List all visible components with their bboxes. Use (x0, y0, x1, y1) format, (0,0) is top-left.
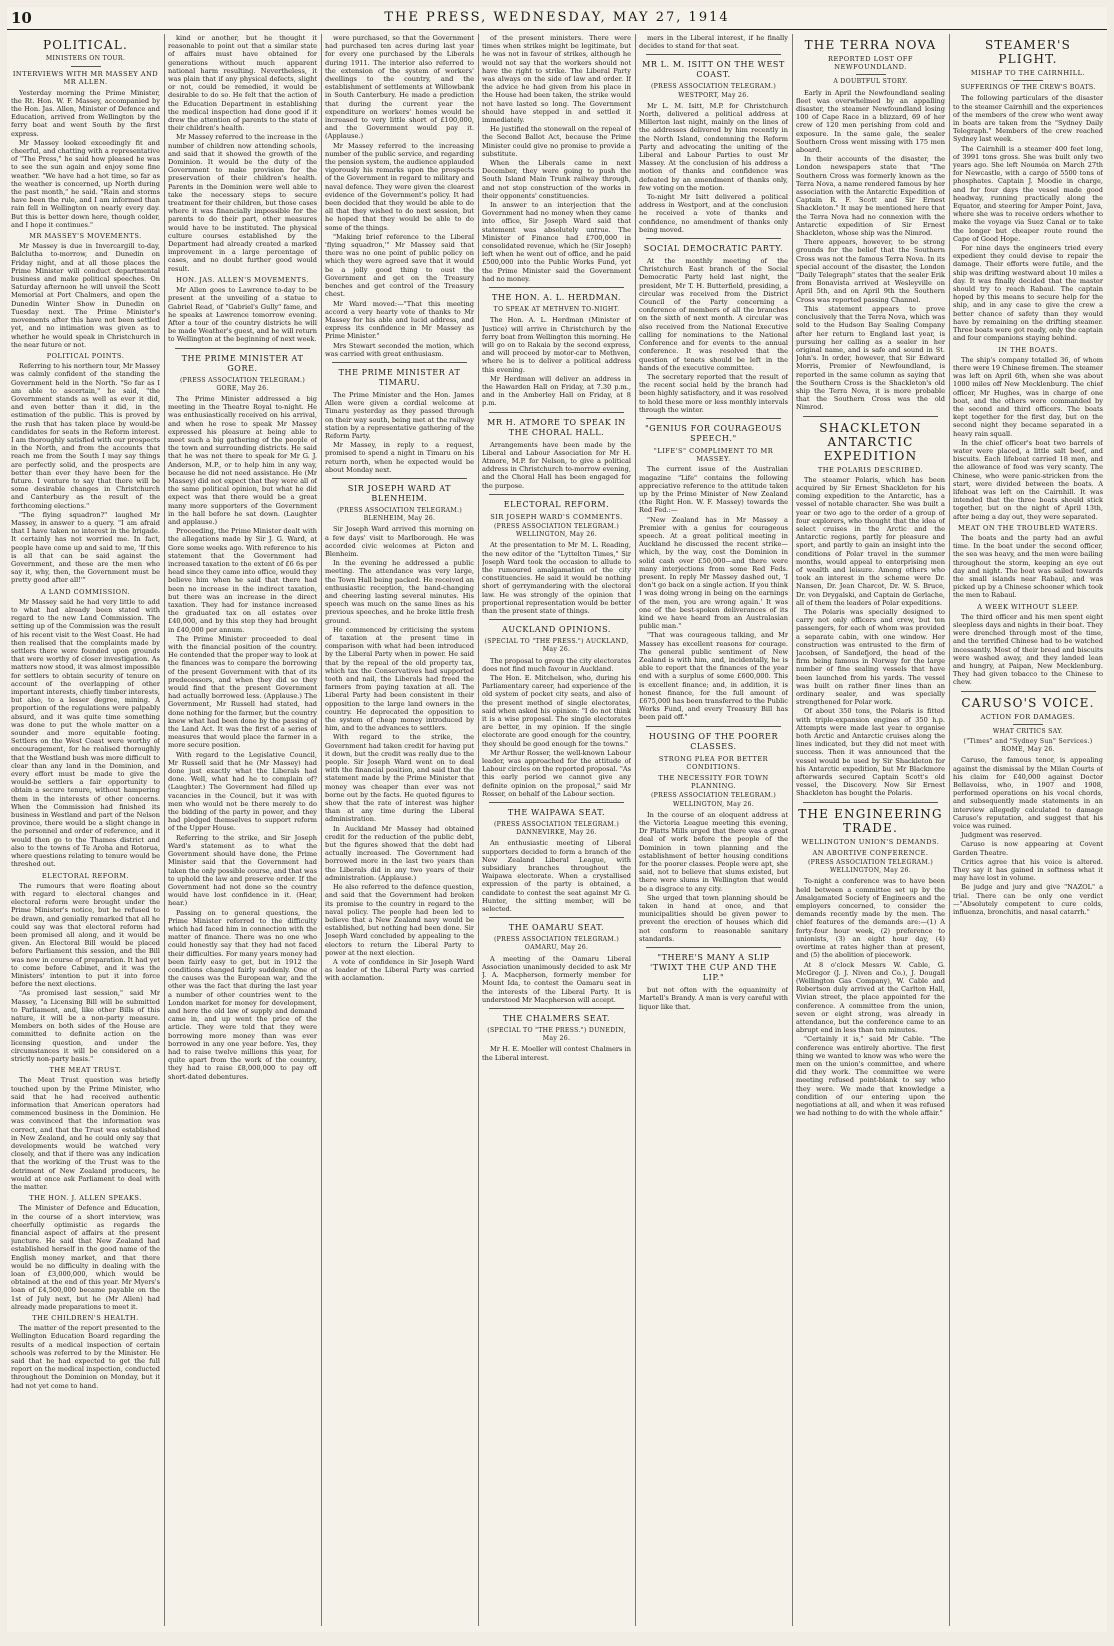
article-headline: AUCKLAND OPINIONS. (501, 625, 612, 635)
column-rule (321, 34, 322, 1626)
subheading: A WEEK WITHOUT SLEEP. (977, 602, 1079, 611)
dateline: (PRESS ASSOCIATION TELEGRAM.) OAMARU, May 26. (493, 936, 620, 952)
dateline: A DOUBTFUL STORY. (833, 78, 908, 86)
paragraph: The Prime Minister addressed a big meeting in the Theatre Royal to-night. He was enthusiastically received on his arrival, and when he rose to speak Mr Massey expressed his pleasure at being able to meet such a big gathering of the people of the town and surrounding districts. He said that he was not there to speak for Mr G. J. Anderson, M.P., or to help him in any way, because he did not need assistance. He (Mr Massey) did not expect that they were all of the same political opinion, but what he did expect was that there would be a great many more supporters of the Government in the hall before he sat down. (Laughter and applause.) (168, 394, 317, 526)
article-headline: "GENIUS FOR COURAGEOUS SPEECH." (645, 423, 782, 443)
paragraph: The Meat Trust question was briefly touched upon by the Prime Minister, who said that he had received authentic information that American operators had commenced business in the Dominion. He was convinced that the information was correct, and that the Trust was established in New Zealand, and he could only say that developments would be watched very closely, and that if there was any indication that the working of the Trust was to the detriment of New Zealand producers, he would at once ask Parliament to deal with the matter. (11, 1076, 160, 1192)
column-4 (482, 34, 631, 1626)
dateline: WHAT CRITICS SAY. (992, 727, 1064, 735)
paragraph: At the monthly meeting of the Christchurch East branch of the Social Democratic Party held last night, the president, Mr T. H. Butterfield, presiding, a circular was received from the District Council of the Party concerning a conference of members of all the branches on the sixth of next month. A circular was also received from the National Executive calling for nominations to the National Conference and for events to the annual conference. It was resolved that the question of tenets should be left in the hands of the executive committee. (639, 257, 788, 372)
paragraph: The Prime Minister and the Hon. James Allen were given a cordial welcome at Timaru yesterday as they passed through on their way south, being met at the railway station by a representative gathering of the Reform Party. (325, 390, 474, 440)
subheading: THE POLARIS DESCRIBED. (817, 465, 924, 474)
paragraph: The Cairnhill is a steamer 400 feet long, of 3991 tons gross. She was built only two years ago. She left Nouméa on March 27th for Newcastle, with a cargo of 5500 tons of phosphates. Captain J. Moodie in charge, and for four days the vessel made good headway, running practically along the Equator, and steering for Amper Point, Java, where she was to receive orders whether to make the voyage via Suez Canal or to take the longer but cheaper route round the Cape of Good Hope. (953, 144, 1103, 243)
article-separator (803, 416, 937, 417)
column-5 (639, 34, 788, 1626)
paragraph: Mrs Stewart seconded the motion, which was carried with great enthusiasm. (325, 341, 474, 358)
paragraph: The third officer and his men spent eight sleepless days and nights in their boat. They were drenched through most of the time, and the terrified Chinese had to be watched incessantly. Most of their bread and biscuits were washed away, and they landed lean and hungry, at Paipan, New Mecklenburg. They had given tobacco to the Chinese to chew. (953, 612, 1103, 687)
paragraph: He also referred to the defence question, and said that the Government had broken its promise to the country in regard to the naval policy. The people had been led to believe that a New Zealand navy would be established, but nothing had been done. Sir Joseph Ward concluded by appealing to the electors to return the Liberal Party to power at the next election. (325, 883, 474, 957)
article-headline: MR L. M. ISITT ON THE WEST COAST. (642, 60, 785, 80)
dateline: (PRESS ASSOCIATION TELEGRAM.) WELLINGTON, May 26. (807, 859, 934, 875)
article-separator (489, 802, 623, 803)
paragraph: Be judge and jury and give "NAZOL" a trial. There can be only one verdict—"Absolutely competent to cure colds, influenza, bronchitis, and nasal catarrh." (953, 883, 1103, 917)
column-rule (635, 34, 636, 1626)
paragraph: This statement appears to prove conclusively that the Terra Nova, which was sold to the Hudson Bay Sealing Company after her return to England last year, is pursuing her calling as a sealer in her original name, and is safe and sound in St. John's. In order, however, that Sir Edward Morris, Premier of Newfoundland, is reported in the same column as saying that the Southern Cross is the Shackleton's old ship the Terra Nova, it is more probable that the Southern Cross was the old Nimrod. (796, 304, 945, 412)
paragraph: The Polaris was specially designed to carry not only officers and crew, but ten passengers, for each of whom was provided a separate cabin, with one window. Her construction was entrusted to the firm of Jacobsen, of Sandefjord, the head of the firm being famous in Norway for the large number of fine sealing vessels that have been launched from his yards. The vessel was built on rather finer lines than an ordinary sealer, and was specially strengthened for Polar work. (796, 607, 945, 707)
article-headline: MR H. ATMORE TO SPEAK IN THE CHORAL HALL. (487, 417, 626, 437)
article-separator (803, 802, 937, 803)
short-rule (1013, 80, 1043, 81)
section-headline: THE TERRA NOVA (804, 38, 937, 52)
paragraph: Arrangements have been made by the Liberal and Labour Association for Mr H. Atmore, M.P. for Nelson, to give a political address in Christchurch to-morrow evening, and the Choral Hall has been engaged for the purpose. (482, 440, 631, 490)
article-headline: THE CHALMERS SEAT. (502, 1013, 611, 1023)
paragraph: In the course of an eloquent address at the Victoria League meeting this evening, Dr Platts Mills urged that there was a great deal of work before the people of the Dominion in town planning and the establishment of better housing conditions for the poorer classes. People were apt, she said, not to believe that slums existed, but there were slums in Wellington that would be a disgrace to any city. (639, 810, 788, 893)
paragraph: Mr Ward moved:—"That this meeting accord a very hearty vote of thanks to Mr Massey for his able and lucid address, and express its confidence in Mr Massey as Prime Minister." (325, 299, 474, 341)
subheading: "LIFE'S" COMPLIMENT TO MR MASSEY. (653, 446, 774, 464)
paragraph: kind or another, but he thought it reasonable to point out that a similar state of affairs must have obtained for generations without much apparent national harm resulting. Nevertheless, it was plain that if any physical defects, slight or not, could be remedied, it would be desirable to do so. He felt that the action of the Education Department in establishing the medical inspection had done good if it drew the attention of parents to the state of their children's health. (168, 34, 317, 133)
paragraph: "Making brief reference to the Liberal 'flying squadron,'" Mr Massey said that there was no one point of public policy on which they were agreed save that it would be a jolly good thing to oust the Government and get on the Treasury benches and get control of the Treasury chest. (325, 232, 474, 299)
column-3 (325, 34, 474, 1626)
subheading: HON. JAS. ALLEN'S MOVEMENTS. (176, 275, 309, 284)
article-headline: THE PRIME MINISTER AT TIMARU. (338, 367, 461, 387)
paragraph: To-night a conference was to have been held between a committee set up by the Amalgamated Society of Engineers and the employers concerned, to consider the demands recently made by the men. The chief features of the demands are:—(1) A forty-four hour week, (2) preference to unionists, (3) an eight hour day, (4) overtime at rates higher than at present, and (5) the abolition of piecework. (796, 877, 945, 960)
paragraph: Mr Herdman will deliver an address in the Hawarden Hall on Friday, at 7.30 p.m., and in the Amberley Hall on Friday, at 8 p.m. (482, 374, 631, 408)
subheading: SIR JOSEPH WARD'S COMMENTS. (490, 512, 623, 521)
column-7 (953, 34, 1103, 1626)
paragraph: In Auckland Mr Massey had obtained credit for the reduction of the public debt, but the figures showed that the debt had actually increased. The Government had borrowed more in the last two years than the Liberals did in any two years of their administration. (Applause.) (325, 824, 474, 882)
paragraph: Mr Massey referred to the increasing number of the public service, and regarding the pension system, the audience applauded vigorously his remarks upon the prospects of the Government in regard to military and naval defence. They were given the clearest evidence of the Government's policy. It had been decided that they would be able to do all that they wished to do next session, but he hoped that they would be able to do some of the things. (325, 141, 474, 232)
short-rule (1013, 724, 1043, 725)
subheading: ELECTORAL REFORM. (41, 871, 130, 880)
paragraph: The matter of the report presented to the Wellington Education Board regarding the results of a medical inspection of certain schools was referred to by the Minister. He said that he had expected to get the full report on the medical inspection, conducted throughout the Dominion on Monday, but it had not yet come to hand. (11, 1324, 160, 1390)
paragraph: In answer to an interjection that the Government had no money when they came into office, Sir Joseph Ward said that statement was absolutely untrue. The Minister of Finance had £700,000 in consolidated revenue, which he (Sir Joseph) left when he went out of office, and he paid £500,000 into the Public Works Fund, yet the Prime Minister said the Government had no money. (482, 201, 631, 283)
article-separator (646, 726, 780, 727)
subheading: THE CHILDREN'S HEALTH. (32, 1314, 139, 1323)
paragraph: Mr Massey, in reply to a request, promised to spend a night in Timaru on his return north, when he expected would be about Monday next. (325, 441, 474, 474)
paragraph: An enthusiastic meeting of Liberal supporters decided to form a branch of the New Zealand Liberal League, with subsidiary branches throughout the Waipawa electorate. When a crystallised expression of the party is obtained, a candidate to contest the seat against Mr G. Hunter, the sitting member, will be selected. (482, 839, 631, 914)
paragraph: Mr Massey said he had very little to add to what had already been stated with regard to the new Land Commission. The setting up of the Commission was the result of his recent visit to the West Coast. He had then realised that the complaints made by settlers there were founded upon grounds that were worthy of closer investigation. As matters now stood, it was almost impossible for settlers to obtain security of tenure on account of the overlapping of other important interests, chiefly timber interests, but also, to a lesser degree, mining. A proportion of the regulations were palpably absurd, and it was quite time something was done to put the whole matter on a sounder and more equitable footing. Settlers on the West Coast were worthy of encouragement, for he realised thoroughly that the Westland bush was more difficult to clear than any land in the Dominion, and every effort must be made to give the would-be settlers a fair opportunity to obtain a secure tenure, without hampering them in the interests of other concerns. When the Commission had finished its business in Westland and part of the Nelson province, there would be a slight change in the personnel and order of reference, and it would then go to the Thames district and also to the towns of Te Aroha and Rotorua, where questions relating to tenure would be threshed out. (11, 597, 160, 869)
paragraph: At the presentation to Mr M. L. Reading, the new editor of the "Lyttelton Times," Sir Joseph Ward took the occasion to allude to the rumoured amalgamation of the city constituencies. He said it would be nothing short of gerrymandering with the electoral law. He was strongly of the opinion that proportional representation would be better than the present state of things. (482, 541, 631, 615)
paragraph: Caruso, the famous tenor, is appealing against the dismissal by the Milan Courts of his claim for £40,000 against Doctor Bellavoiss, who, in 1907 and 1908, performed operations on his vocal chords, and subsequently made statements in an interview allegedly calculated to damage Caruso's reputation, and suggest that his voice was ruined. (953, 756, 1103, 831)
section-headline: SHACKLETON ANTARCTIC EXPEDITION (819, 420, 922, 463)
paragraph: were purchased, so that the Government had purchased ten acres during last year for every one purchased by the Liberals during 1911. The interior also referred to the extension of the system of workers' dwellings to the country, and the establishment of settlements at Willowbank in South Canterbury. He made a prediction that during the current year the expenditure on workers' homes would be increased to very little short of £100,000, and the Government would pay it. (Applause.) (325, 34, 474, 141)
paragraph: Critics agree that his voice is altered. They say it has gained in softness what it may have lost in volume. (953, 857, 1103, 883)
paragraph: Referring to the strike, and Sir Joseph Ward's statement as to what the Government should have done, the Prime Minister said that the Government had taken the only possible course, and that was to uphold the law and preserve order. If the Government had not done so the country would have lost confidence in it. (Hear, hear.) (168, 833, 317, 908)
paragraph: "Certainly it is," said Mr Cable. "The conference was entirely abortive. The first thing we wanted to know was who were the men on the union's committee, and where did they work. The committee we were meeting refused point-blank to say who they were. We made that knowledge a condition of our entering upon the negotiations at all, and when it was refused we had nothing to do with the whole affair." (796, 1035, 945, 1118)
article-separator (646, 418, 780, 419)
paragraph: Of about 350 tons, the Polaris is fitted with triple-expansion engines of 350 h.p. Attempts were made last year to organise both Arctic and Antarctic cruises along the lines indicated, but they did not meet with success. Then it was announced that the vessel would be used by Sir Shackleton for his Antarctic expedition, but Mr Blackmore afterwards secured Captain Scott's old vessel, the Discovery. Now Sir Ernest Shackleton has bought the Polaris. (796, 707, 945, 798)
short-rule (71, 66, 101, 67)
paragraph: With regard to the Legislative Council, Mr Russell said that he (Mr Massey) had done just exactly what the Liberals had done. Well, what had he to complain of? (Laughter.) The Government had filled up vacancies in the Council, but it was with men who would not be there merely to do the bidding of the party in power, and they had pledged themselves to support reform of the Upper House. (168, 750, 317, 833)
paragraph: Mr L. M. Isitt, M.P. for Christchurch North, delivered a political address at Millerton last night, mainly on the lines of the addresses delivered by him recently in the North Island, condemning the Reform Party and advocating the uniting of the Liberal and Labour Parties to oust Mr Massey. At the conclusion of his address a motion of thanks and confidence was defeated by an amendment of thanks only, few voting on the motion. (639, 101, 788, 192)
paragraph: Mr H. E. Moeller will contest Chalmers in the Liberal interest. (482, 1045, 631, 1062)
subheading: MISHAP TO THE CAIRNHILL. (970, 69, 1086, 77)
subheading: AN ABORTIVE CONFERENCE. (812, 848, 929, 857)
article-separator (489, 412, 623, 413)
paragraph: Mr Arthur Rosser, the well-known Labour leader, was approached for the attitude of Labour circles on the reported proposal. "As this early period we cannot give any definite opinion on the proposal," said Mr Rosser, on behalf of the Labour section. (482, 748, 631, 798)
paragraph: The boats and the party had an awful time. In the boat under the second officer, the sea was heavy, and the men were bailing throughout the storm, keeping an eye out day and night. The boat was sailed towards the small islands near Rabaul, and was picked up by a Chinese schooner which took the men to Rabaul. (953, 533, 1103, 600)
subheading: THE NECESSITY FOR TOWN PLANNING. (658, 774, 769, 791)
dateline: (PRESS ASSOCIATION TELEGRAM.) GORE, May 26. (179, 376, 306, 392)
column-rule (792, 34, 793, 1626)
subheading: POLITICAL POINTS. (46, 351, 125, 360)
paragraph: In the evening he addressed a public meeting. The attendance was very large, the Town Hall being packed. He received an enthusiastic reception, the band-changing and cheering lasting several minutes. His speech was much on the same lines as his previous speeches, and he broke little fresh ground. (325, 559, 474, 625)
paragraph: The following particulars of the disaster to the steamer Cairnhill and the experiences of the members of the crew who went away in boats are taken from the "Sydney Daily Telegraph." Members of the crew reached Sydney last week. (953, 94, 1103, 144)
paragraph: The rumours that were floating about with regard to electoral changes and electoral reform were brought under the Prime Minister's notice, but he refused to be drawn, and genially remarked that all he could say was that electoral reform had been promised all along, and it would be given. An Electoral Bill would be placed before Parliament this session, and the Bill was now in course of preparation. It had yet to come before Cabinet, and it was the Ministers' intention to put it into force before the next elections. (11, 881, 160, 989)
paragraph: Early in April the Newfoundland sealing fleet was overwhelmed by an appalling disaster, the steamer Newfoundland losing 100 of Cape Race in a blizzard, 69 of her crew of 120 men perishing from cold and exposure. In the same gale, the sealer Southern Cross went missing with 175 men aboard. (796, 88, 945, 155)
dateline: (SPECIAL TO "THE PRESS.") DUNEDIN, May 26. (487, 1026, 626, 1043)
subheading: WELLINGTON UNION'S DEMANDS. (801, 837, 940, 846)
article-headline: HOUSING OF THE POORER CLASSES. (648, 731, 779, 751)
paragraph: The Hon. E. Mitchelson, who, during his Parliamentary career, had experience of the old system of pocket city seats, and also of the present method of single electorates, said when asked his opinion: "I do not think it is a wise proposal. The single electorates are better, in my opinion. If the single electorate are good enough for the country, they should be good enough for the towns." (482, 674, 631, 748)
paragraph: Mr Allen goes to Lawrence to-day to be present at the unveiling of a statue to Gabriel Read, of "Gabriel's Gully" fame, and he speaks at Lawrence tomorrow evening. After a tour of the country districts he will be made Weather's guest, and he will return to Wellington at the beginning of next week. (168, 286, 317, 344)
newspaper-page (7, 7, 1107, 1632)
dateline: (PRESS ASSOCIATION TELEGRAM.) WELLINGTON, May 26. (650, 792, 777, 808)
paragraph: He justified the stonewall on the repeal of the Second Ballot Act, because the Prime Minister could give no promise to provide a substitute. (482, 125, 631, 158)
article-headline: THE PRIME MINISTER AT GORE. (181, 353, 304, 373)
article-separator (489, 1008, 623, 1009)
paragraph: of the present ministers. There were times when strikes might be legitimate, but he was not in favour of strikes, although he would not say that the workers should not have the right to strike. The Liberal Party was always on the side of law and order. If the advice he had given from his place in the House had been taken, the strike would not have lasted so long. The Government should have stepped in and settled it immediately. (482, 34, 631, 125)
article-separator (175, 348, 309, 349)
page-number: 10 (11, 9, 32, 27)
column-rule (949, 34, 950, 1626)
subheading: STRONG PLEA FOR BETTER CONDITIONS. (658, 754, 769, 771)
paragraph: For nine days the engineers tried every expedient they could devise to repair the damage. Their efforts were futile, and the ship was drifting westward about 10 miles a day. It was finally decided that the master should try to reach Rabaul. The captain hoped by this means to secure help for the ship, and in any case to give the crew a better chance of safety than they would have by remaining on the drifting steamer. Three boats were got ready, only the captain and four companions staying behind. (953, 244, 1103, 343)
column-1 (11, 34, 160, 1626)
section-headline: CARUSO'S VOICE. (961, 695, 1095, 710)
article-separator (332, 478, 466, 479)
paragraph: The current issue of the Australian magazine "Life" contains the following appreciative reference to the attitude taken up by the Prime Minister of New Zealand (the Right Hon. W. F. Massey) towards the Red Fed.:— (639, 465, 788, 515)
paragraph: Judgment was reserved. (961, 831, 1042, 840)
subheading: MR MASSEY'S MOVEMENTS. (29, 232, 142, 241)
article-headline: ELECTORAL REFORM. (503, 499, 610, 509)
section-headline: STEAMER'S PLIGHT. (984, 38, 1072, 66)
paragraph: To-night Mr Isitt delivered a political address in Westport, and at the conclusion he received a vote of thanks and confidence, no amendment of thanks only being moved. (639, 193, 788, 234)
column-2 (168, 34, 317, 1626)
paragraph: Mr Massey looked exceedingly fit and cheerful, and chatting with a representative of "The Press," he said how pleased he was to see the sun again and enjoy some fine weather. "We have had a hot time, so far as the weather is concerned, up North during the past month," he said. "Rain and storms have been the rule, and I am informed than rain fell in Wellington on nearly every day. But this is better down here, though colder, and I hope it continues." (11, 138, 160, 229)
paragraph: The Minister of Defence and Education, in the course of a short interview, was cheerfully optimistic as regards the financial aspect of affairs at the present juncture. He said that New Zealand had established herself in the good name of the English money market, and that there would be no difficulty in dealing with the loan of £3,000,000, which would be obtained at the end of this year. Mr Myers's loan of £4,500,000 became payable on the 1st of July next, but he (Mr Allen) had already made preparations to meet it. (11, 1204, 160, 1311)
paragraph: She urged that town planning should be taken in hand at once, and that municipalities should be given power to prevent the erection of houses which did not conform to reasonable sanitary standards. (639, 893, 788, 943)
article-separator (646, 54, 780, 55)
paragraph: "As promised last session," said Mr Massey, "a Licensing Bill will be submitted to Parliament, and, like other Bills of this nature, it will be a non-party measure. Members on both sides of the House are committed to definite action on the licensing question, and under the circumstances it will be considered on a strictly non-party basis." (11, 989, 160, 1063)
article-separator (332, 362, 466, 363)
running-head: THE PRESS, WEDNESDAY, MAY 27, 1914 (384, 10, 730, 25)
paragraph: The Prime Minister proceeded to deal with the financial position of the country. He contended that the proper way to look at the finances was to compare the borrowing of the present Government with that of its predecessors, and when they did so they would find that the present Government had actually borrowed less. (Applause.) The Government, Mr Russell had stated, had done nothing for the farmer, but the country knew what had been done by the passing of the Land Act. It was the first of a series of measures that would place the farmer in a more secure position. (168, 634, 317, 750)
article-headline: THE HON. A. L. HERDMAN. (491, 293, 622, 303)
masthead (7, 7, 1107, 30)
subheading: IN THE BOATS. (998, 345, 1058, 354)
article-headline: SIR JOSEPH WARD AT BLENHEIM. (347, 483, 452, 503)
paragraph: With regard to the strike, the Government had taken credit for having put it down, but the credit was really due to the people. Sir Joseph Ward went on to deal with the financial position, and said that the statement made by the Prime Minister that money was cheaper than ever was not borne out by the facts. He quoted figures to show that the rate of interest was higher than at any time during the Liberal administration. (325, 733, 474, 824)
paragraph: Yesterday morning the Prime Minister, the Rt. Hon. W. F. Massey, accompanied by the Hon. Jas. Allen, Minister of Defence and Education, arrived from Wellington by the ferry boat and went South by the first express. (11, 88, 160, 138)
article-separator (489, 287, 623, 288)
subheading: MEAT ON THE TROUBLED WATERS. (958, 523, 1098, 532)
section-headline: POLITICAL. (43, 38, 128, 52)
dateline: (SPECIAL TO "THE PRESS.") AUCKLAND, May 26. (484, 638, 629, 654)
paragraph: There appears, however, to be strong grounds for the belief that the Southern Cross was not the famous Terra Nova. In its special account of the disaster, the London "Daily Telegraph" states that the sealer Erik from Bonavista arrived at Wesleyville on April 5th, and on April 9th the Southern Cross was reported passing Channel. (796, 238, 945, 304)
dateline: (PRESS ASSOCIATION TELEGRAM.) DANNEVIRKE, May 26. (493, 821, 620, 837)
short-rule (856, 74, 886, 75)
article-separator (489, 494, 623, 495)
paragraph: Referring to his northern tour, Mr Massey was calmly confident of the standing the Government held in the North. "So far as I am able to ascertain," he said, "the Government stands as well as ever it did, and even better than it did, in the estimation of the public. This is proved by the rush that has taken place by would-be candidates for seats in the Reform interest. I am thoroughly satisfied with our prospects in the North, and from the accounts that reach me from the South I may say things are perfectly solid, and the prospects are better than ever they have been for the future. I venture to say that there will be some desirable changes in Christchurch and Canterbury as the result of the forthcoming elections." (11, 362, 160, 510)
subheading: A LAND COMMISSION. (40, 587, 131, 596)
article-headline: SOCIAL DEMOCRATIC PARTY. (643, 244, 784, 254)
paragraph: The Hon. A. L. Herdman (Minister of Justice) will arrive in Christchurch by the ferry boat from Wellington this morning. He will go on to Rakaia by the second express, and will proceed by motor-car to Methven, where he is to deliver a political address this evening. (482, 316, 631, 374)
article-separator (646, 238, 780, 239)
article-separator (489, 917, 623, 918)
dateline: ("Times" and "Sydney Sun" Services.) ROME, May 26. (963, 738, 1093, 754)
paragraph: Caruso is now appearing at Covent Garden Theatre. (953, 840, 1103, 857)
paragraph: When the Liberals came in next December, they were going to push the South Island Main Trunk railway through, and not stop construction of the works in their opponents' constituencies. (482, 159, 631, 200)
dateline: SUFFERINGS OF THE CREW'S BOATS. (960, 84, 1096, 92)
dateline: (PRESS ASSOCIATION TELEGRAM.) BLENHEIM, May 26. (336, 506, 463, 523)
article-headline: "THERE'S MANY A SLIP 'TWIXT THE CUP AND THE LIP." (649, 953, 778, 983)
paragraph: The proposal to group the city electorates does not find much favour in Auckland. (482, 656, 631, 673)
dateline: (PRESS ASSOCIATION TELEGRAM.) WESTPORT, May 26. (650, 83, 777, 99)
paragraph: The ship's company totalled 36, of whom there were 19 Chinese firemen. The steamer was left on April 6th, when she was about 1000 miles off New Mecklenburg. The chief officer, Mr Hughes, was in charge of one boat, and the others were commanded by the second and third officers. The boats kept together for the first day, but on the second night they became separated in a heavy rain squall. (953, 355, 1103, 438)
subheading: INTERVIEWS WITH MR MASSEY AND MR ALLEN. (12, 70, 159, 87)
paragraph: Mr Massey is due in Invercargill to-day, Balclutha to-morrow, and Dunedin on Friday night, and at all those places the Prime Minister will conduct departmental business and make political speeches. On Saturday afternoon he will unveil the Scott Memorial at Port Chalmers, and open the Dunedin Winter Show in Dunedin on Tuesday next. The Prime Minister's movements after this have not been settled yet, and no intimation was given as to whether he would speak in Christchurch in the near future or not. (11, 242, 160, 349)
article-headline: THE WAIPAWA SEAT. (507, 808, 606, 818)
paragraph: "The flying squadron?" laughed Mr Massey, in answer to a query. "I am afraid that I have taken no interest in the brigade. It certainly has not worried me. In fact, people have come up and said to me, 'If this is all that can be said against the Government, and these are the men who say it, why, then, the Government must be pretty good after all!'" (11, 510, 160, 585)
paragraph: Passing on to general questions, the Prime Minister referred to the difficulty which had faced him in connection with the matter of finance. There was no one who could honestly say that they had not faced their difficulties. For many years money had been fairly easy to get, but in 1912 the conditions changed fairly suddenly. One of the causes was the European war, and the other was the fact that during the last year a number of other countries went to the London market for money for development, and here the old law of supply and demand came in, and up went the price of the article. They were told that they were borrowing more money than was ever borrowed in any one year before. Yes, they had to raise twelve millions this year, for quite apart from the work of the country, they had to raise £8,000,000 to pay off short-dated debentures. (168, 908, 317, 1081)
article-headline: THE OAMARU SEAT. (508, 923, 605, 933)
paragraph: Sir Joseph Ward arrived this morning on a few days' visit to Marlborough. He was accorded civic welcomes at Picton and Blenheim. (325, 525, 474, 558)
article-separator (646, 947, 780, 948)
dateline: (PRESS ASSOCIATION TELEGRAM.) WELLINGTON, May 26. (493, 522, 620, 539)
column-rule (164, 34, 165, 1626)
column-rule (478, 34, 479, 1626)
article-separator (961, 691, 1096, 692)
paragraph: A meeting of the Oamaru Liberal Association unanimously decided to ask Mr J. A. Macpherson, formerly member for Mount Ida, to contest the Oamaru seat in the interests of the Liberal Party. It is understood Mr Macpherson will accept. (482, 954, 631, 1004)
subheading: THE HON. J. ALLEN SPEAKS. (29, 1194, 142, 1203)
paragraph: A vote of confidence in Sir Joseph Ward as leader of the Liberal Party was carried with acclamation. (325, 957, 474, 983)
column-6 (796, 34, 945, 1626)
paragraph: He commenced by criticising the system of taxation at the present time in comparison with what had been introduced by the Liberal Party when in power. He said that by the repeal of the old property tax, which tax the Conservatives had supported tooth and nail, the Liberals had freed the farmers from paying taxation at all. The Liberal Party had been consistent in their opposition to the large land owners in the country. He deprecated the opposition to the system of cheap money introduced by him, and to the advances to settlers. (325, 625, 474, 733)
paragraph: "New Zealand has in Mr Massey a Premier with a genius for courageous speech. At a great political meeting in Auckland he discussed the recent strike—which, by the way, cost the Dominion in solid cash over £50,000—and there were many interjections from some Red Feds. present. In reply Mr Massey dashed out, 'I don't go back on a single action. If you think I was doing wrong in being on the earnings of the men, you are wrong again.' It was one of the best-spoken deliverances of its kind we have heard from an Australasian public man." (639, 515, 788, 631)
paragraph: mers in the Liberal interest, if he finally decides to stand for that seat. (639, 34, 788, 51)
dateline: MINISTERS ON TOUR. (45, 55, 126, 62)
paragraph: The steamer Polaris, which has been acquired by Sir Ernest Shackleton for his coming expedition to the Antarctic, has a vessel of notable character. She was built a year or two ago to the order of a group of four explorers, who thought that the idea of select cruises in the Arctic and the Antarctic regions, partly for pleasure and sport, and partly to gain an insight into the conditions of Polar travel in the summer months, would appeal to enterprising men of wealth and leisure. Among others who took an interest in the scheme were Dr. Nansen, Dr. Jean Charcot, Dr. W. S. Bruce, Dr. von Drygalski, and Captain de Gerlache, all of them the leaders of Polar expeditions. (796, 475, 945, 607)
paragraph: Proceeding, the Prime Minister dealt with the allegations made by Sir J. G. Ward, at Gore some weeks ago. With reference to his statement that the Government had increased taxation to the extent of £6 6s per head since they came into office, would they believe him when he said that there had been no increase in the indirect taxation, but there was an increase in the direct taxation. They had for instance increased the graduated tax on all estates over £40,000, and by this step they had brought in £40,000 per annum. (168, 527, 317, 634)
paragraph: "That was courageous talking, and Mr Massey has excellent reasons for courage. The general public sentiment of New Zealand is with him, and, incidentally, he is able to report that the finances of the year end with a surplus of some £600,000. This is excellent finance; and, in addition, it is honest finance, for the full amount of £675,000 has been transferred to the Public Works Fund, and every Treasury Bill has been paid off." (639, 631, 788, 722)
paragraph: In their accounts of the disaster, the London newspapers state that "The Southern Cross was formerly known as the Terra Nova, a name rendered famous by her association with the Antarctic Expedition of Captain R. F. Scott and Sir Ernest Shackleton." It may be mentioned here that the Terra Nova had no connexion with the Antarctic expedition of Sir Ernest Shackleton, whose ship was the Nimrod. (796, 155, 945, 238)
article-separator (489, 619, 623, 620)
dateline: TO SPEAK AT METHVEN TO-NIGHT. (493, 306, 620, 314)
paragraph: but not often with the equanimity of Martell's Brandy. A man is very careful with liquor like that. (639, 986, 788, 1011)
paragraph: Mr Massey referred to the increase in the number of children now attending schools, and said that it showed the growth of the Dominion. It would be the duty of the Government to make provision for the preservation of their children's health. Parents in the Dominion were well able to take the necessary steps to secure treatment for their children, but those cases where it was financially impossible for the parents to do their part, other measures would have to be instituted. The physical culture courses established by the Department had already created a marked improvement in a large percentage of cases, and no doubt further good would result. (168, 133, 317, 273)
subheading: ACTION FOR DAMAGES. (980, 712, 1076, 721)
paragraph: In the chief officer's boat two barrels of water were placed, a little salt beef, and biscuits. Each lifeboat carried 18 men, and the allowance of food was very scanty. The Chinese, who were panic-stricken from the start, were divided between the boats. A lifeboat was left on the Cairnhill. It was intended that the three boats should stick together, but on the night of April 13th, after being a day out, they were separated. (953, 438, 1103, 521)
section-headline: THE ENGINEERING TRADE. (798, 806, 943, 835)
subheading: REPORTED LOST OFF NEWFOUNDLAND. (828, 55, 913, 72)
subheading: THE MEAT TRUST. (49, 1066, 122, 1075)
paragraph: At 8 o'clock Messrs W. Cable, G. McGregor (J. J. Niven and Co.), J. Dougall (Wellington Gas Company), W. Cable and Robertson duly arrived at the Carlton Hall, Vivian street, the place appointed for the conference. A committee from the union, seven or eight strong, was already in attendance, but the conference came to an abrupt end in less than ten minutes. (796, 960, 945, 1035)
paragraph: The secretary reported that the result of the recent social held by the branch had been highly satisfactory, and it was resolved to hold these more or less monthly intervals through the winter. (639, 372, 788, 414)
